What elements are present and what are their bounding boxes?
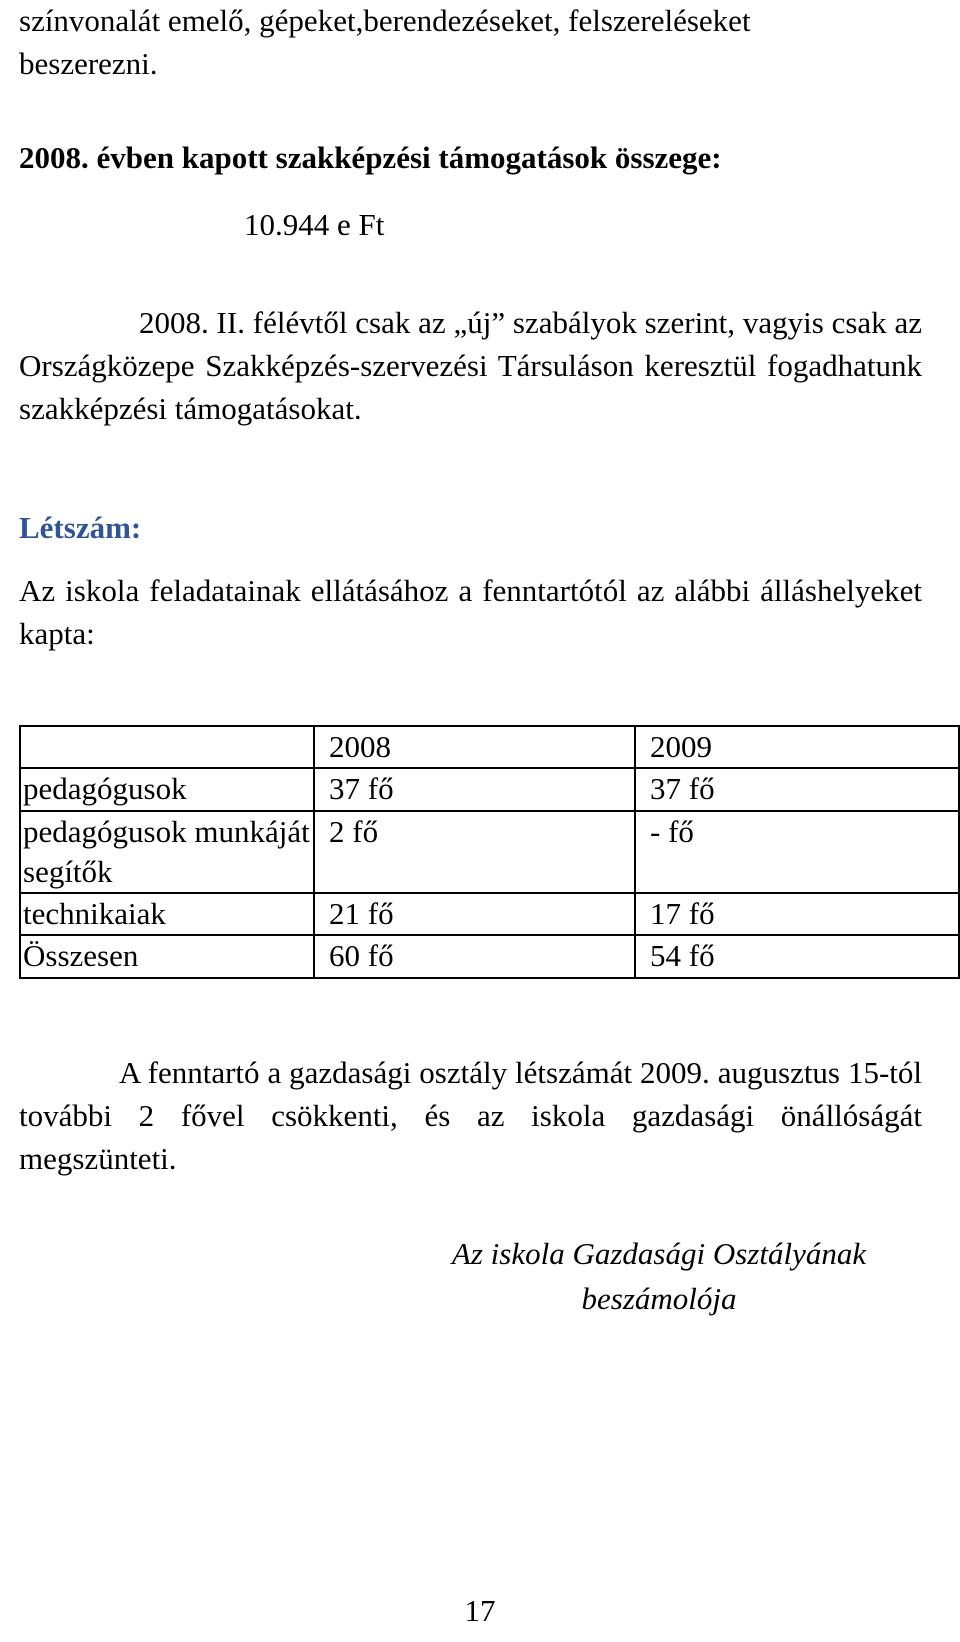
table-cell: 60 fő [314,935,635,977]
economic-paragraph: A fenntartó a gazdasági osztály létszámát 2009. augusztus 15-tól további 2 fővel csökkenti, és az iskola gazdasági önállóságát megszünteti. [19,1055,922,1176]
table-row [20,811,959,894]
table-header-cell [20,726,314,768]
intro-line-1: színvonalát emelő, gépeket,berendezéseket, felszereléseket [19,3,751,38]
page-number: 17 [464,1593,496,1628]
table-row [20,935,959,977]
intro-paragraph [19,0,922,86]
table-header-cell: 2009 [635,726,959,768]
table-header-cell: 2008 [314,726,635,768]
signature-line-2: beszámolója [581,1280,737,1316]
table-header-row [20,726,959,768]
support-amount: 10.944 e Ft [244,207,385,242]
table-cell: 21 fő [314,893,635,935]
table-cell: 17 fő [635,893,959,935]
signature-line-1: Az iskola Gazdasági Osztályának [451,1236,867,1271]
table-cell: 54 fő [635,935,959,977]
support-label: 2008. évben kapott szakképzési támogatások összege: [19,140,722,175]
table-cell: technikaiak [20,893,314,935]
table-row [20,768,959,810]
table-cell: - fő [635,811,959,894]
staffing-paragraph: Az iskola feladatainak ellátásához a fenntartótól az alábbi álláshelyeket kapta: [19,573,922,651]
staffing-heading: Létszám: [19,510,142,545]
rules-paragraph: 2008. II. félévtől csak az „új” szabályok szerint, vagyis csak az Országközepe Szakképzés-szervezési Társuláson keresztül fogadhatunk szakképzési támogatásokat. [19,305,922,426]
table-cell: 37 fő [635,768,959,810]
signature-block [379,1232,939,1322]
table-cell: 2 fő [314,811,635,894]
table-cell: 37 fő [314,768,635,810]
table-cell: pedagógusok [20,768,314,810]
table-cell: Összesen [20,935,314,977]
table-cell: pedagógusok munkáját segítők [20,811,314,894]
staffing-table [19,725,960,979]
intro-line-2: beszerezni. [19,45,158,81]
table-row [20,893,959,935]
